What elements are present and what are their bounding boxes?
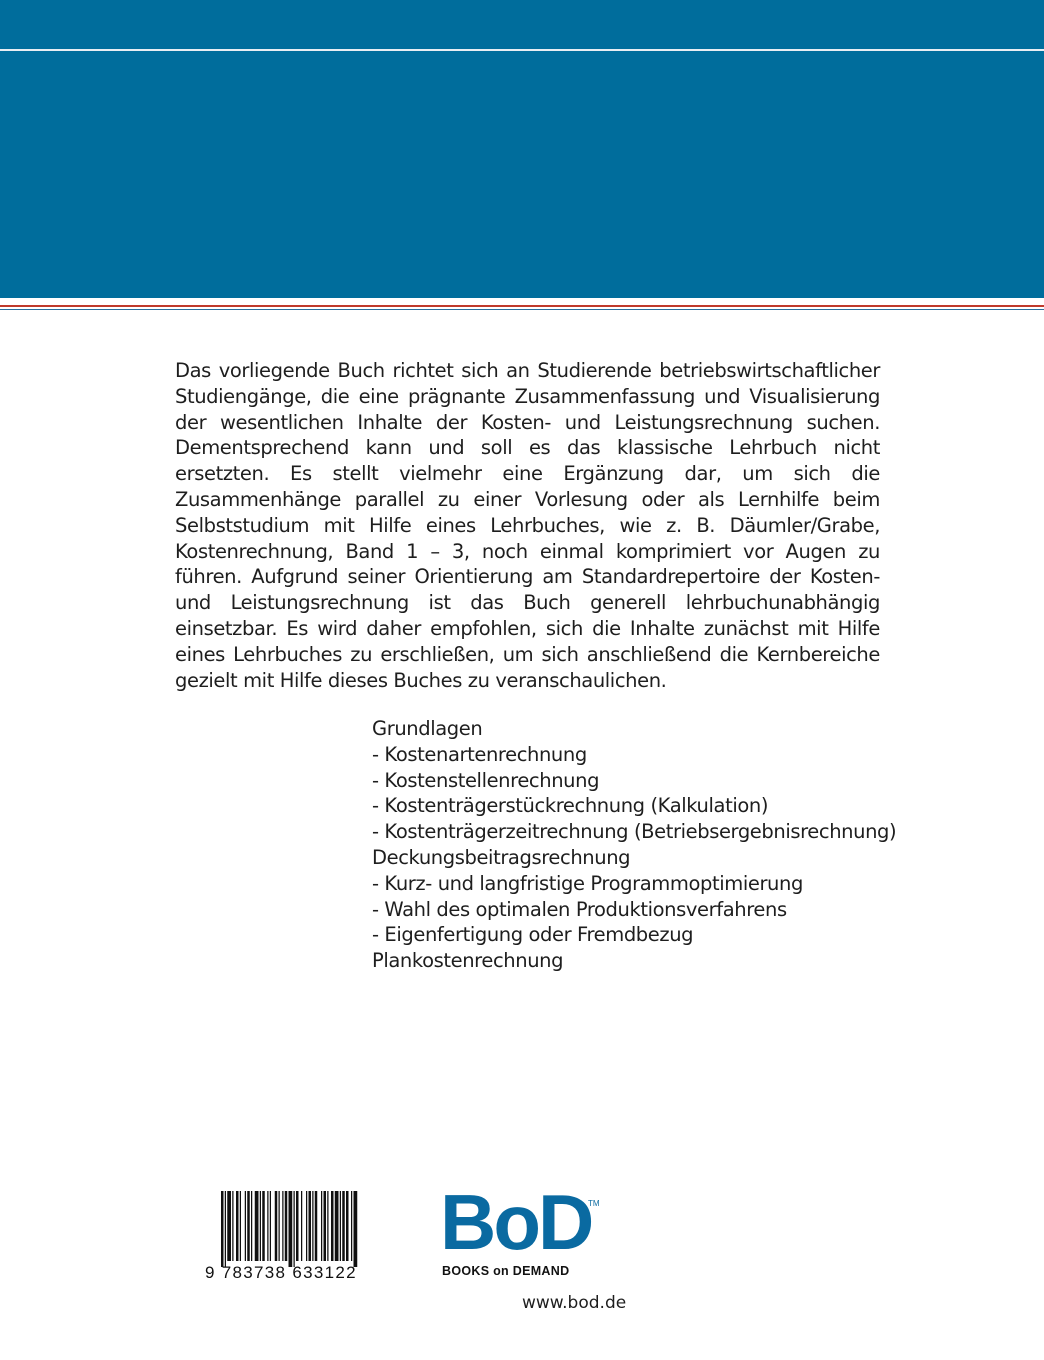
barcode-bar — [331, 1191, 334, 1261]
contents-item: - Wahl des optimalen Produktionsverfahrens — [372, 897, 787, 921]
contents-item: - Kostenstellenrechnung — [372, 768, 600, 792]
barcode-bar — [279, 1191, 280, 1261]
top-color-band — [0, 0, 1044, 298]
barcode-bar — [236, 1191, 239, 1261]
barcode-bar — [232, 1191, 233, 1261]
barcode-bar — [221, 1191, 224, 1267]
barcode-bar — [282, 1191, 283, 1261]
publisher-logo — [440, 1178, 610, 1285]
barcode-bar — [301, 1191, 302, 1261]
barcode-bar — [346, 1191, 349, 1261]
isbn-barcode — [205, 1191, 395, 1287]
red-divider-line — [0, 305, 1044, 307]
blue-divider-line — [0, 309, 1044, 310]
barcode-bar — [225, 1191, 226, 1267]
barcode-bar — [245, 1191, 246, 1261]
barcode-bar — [255, 1191, 259, 1261]
contents-item: - Kostenartenrechnung — [372, 742, 587, 766]
barcode-bar — [335, 1191, 339, 1261]
barcode-bar — [289, 1191, 293, 1267]
barcode-bar — [227, 1191, 231, 1261]
contents-item: Plankostenrechnung — [372, 949, 564, 973]
barcode-bar — [324, 1191, 327, 1261]
barcode-bar — [351, 1191, 352, 1261]
contents-item: Deckungsbeitragsrechnung — [372, 845, 631, 869]
barcode-bar — [340, 1191, 341, 1261]
barcode-bar — [321, 1191, 322, 1261]
barcode-bar — [270, 1191, 271, 1261]
barcode-bars — [205, 1191, 395, 1267]
contents-item: - Kurz- und langfristige Programmoptimierung — [372, 871, 803, 895]
barcode-bar — [306, 1191, 307, 1261]
contents-item: - Kostenträgerstückrechnung (Kalkulation) — [372, 794, 769, 818]
barcode-bar — [285, 1191, 288, 1261]
logo-wordmark: BoD — [440, 1178, 592, 1266]
contents-list — [372, 716, 897, 974]
barcode-bar — [260, 1191, 261, 1261]
barcode-bar — [275, 1191, 278, 1261]
barcode-bar — [342, 1191, 345, 1261]
barcode-bar — [327, 1191, 328, 1261]
book-description: Das vorliegende Buch richtet sich an Studierende betriebswirtschaftlicher Studiengänge, die eine prägnante Zusammenfassung und Visualisierung der wesentlichen Inhalte der Kosten- und Leistungsrechnung suchen. Dementsprechend kann und soll es das klassische Lehrbuch nicht ersetzten. Es stellt vielmehr eine Ergänzung dar, um sich die Zusammenhänge parallel zu einer Vorlesung oder als Lernhilfe beim Selbststudium mit Hilfe eines Lehrbuches, wie z. B. Däumler/Grabe, Kostenrechnung, Band 1 – 3, noch einmal komprimiert vor Augen zu führen. Aufgrund seiner Orientierung am Standardrepertoire der Kosten- und Leistungsrechnung ist das Buch generell lehrbuchunabhängig einsetzbar. Es wird daher empfohlen, sich die Inhalte zunächst mit Hilfe eines Lehrbuches zu erschließen, um sich anschließend die Kernbereiche gezielt mit Hilfe dieses Buches zu veranschaulichen. — [175, 359, 880, 692]
barcode-bar — [294, 1191, 295, 1267]
barcode-bar — [262, 1191, 265, 1261]
logo-trademark: TM — [588, 1199, 600, 1208]
contents-item: - Eigenfertigung oder Fremdbezug — [372, 923, 694, 947]
publisher-website: www.bod.de — [522, 1293, 627, 1313]
barcode-bar — [309, 1191, 312, 1261]
contents-item: Grundlagen — [372, 717, 483, 740]
barcode-bar — [296, 1191, 299, 1261]
logo-subtitle: BOOKS on DEMAND — [442, 1264, 570, 1278]
barcode-bar — [267, 1191, 268, 1261]
barcode-bar — [251, 1191, 252, 1261]
barcode-number: 9 783738 633122 — [205, 1263, 357, 1282]
band-highlight-line — [0, 49, 1044, 51]
barcode-bar — [354, 1191, 358, 1267]
contents-item: - Kostenträgerzeitrechnung (Betriebsergebnisrechnung) — [372, 820, 897, 844]
barcode-bar — [315, 1191, 318, 1261]
barcode-bar — [312, 1191, 313, 1261]
barcode-bar — [240, 1191, 241, 1261]
barcode-bar — [247, 1191, 250, 1261]
